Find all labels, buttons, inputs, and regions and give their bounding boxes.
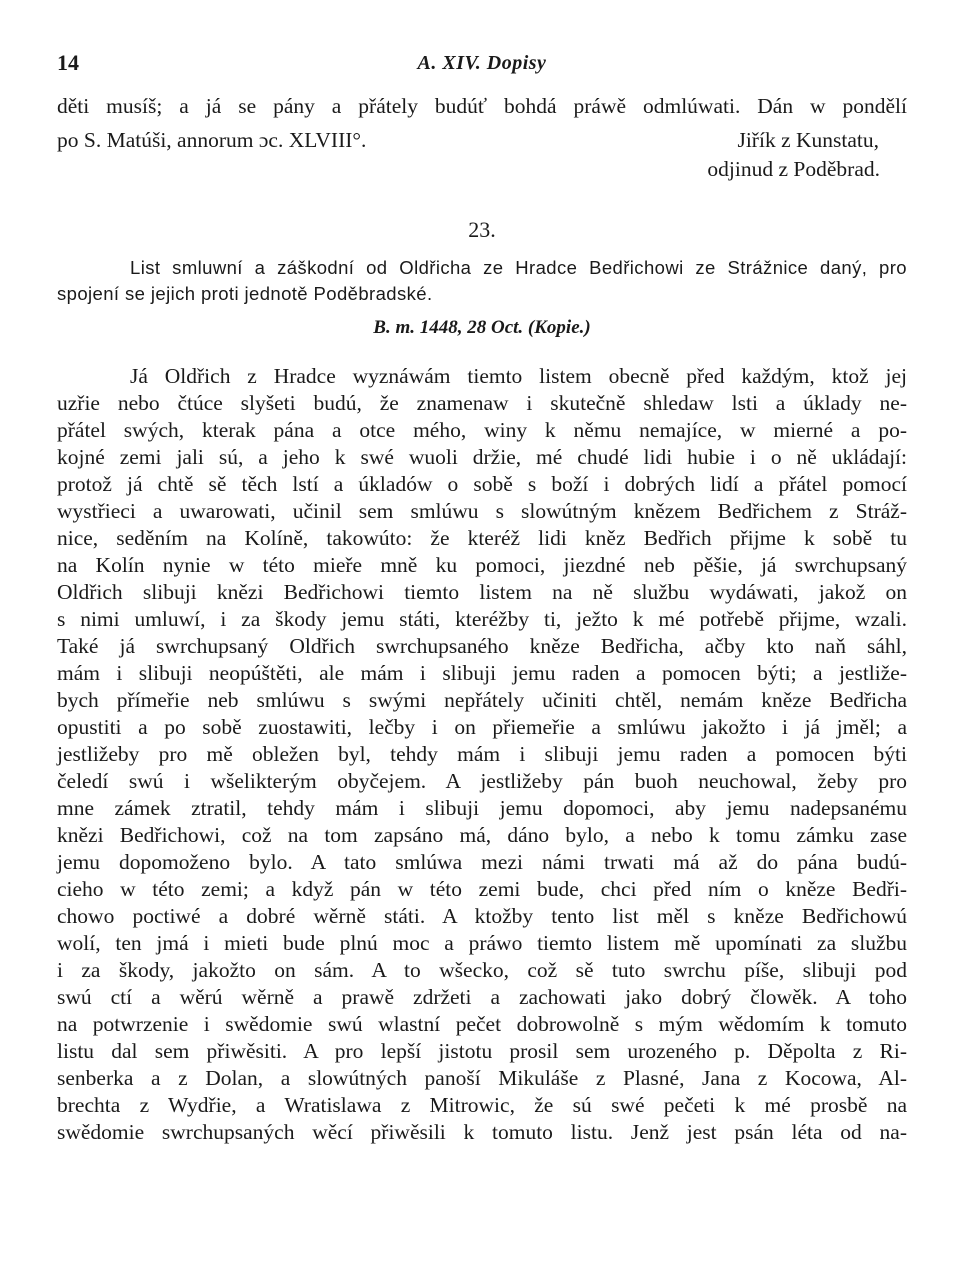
body-line-6: wystřieci a uwarowati, učinil sem smlúwu s slowútným knězem Bedřichem z Stráž-: [57, 499, 907, 523]
signature-line-2: odjinud z Poděbrad.: [707, 157, 880, 181]
body-line-22: wolí, ten jmá i mieti bude plnú moc a práwo tiemto listem mě upomínati za službu: [57, 931, 907, 955]
body-line-8: na Kolín nynie w této mieře mně ku pomoci, jiezdné neb pěšie, já swrchupsaný: [57, 553, 907, 577]
body-line-3: přátel swých, kterak pána a otce mého, winy k němu nemajíce, w mierné a po-: [57, 418, 907, 442]
body-line-7: nice, seděním na Kolíně, takowúto: že kteréž lidi kněz Bedřich přijme k sobě tu: [57, 526, 907, 550]
body-line-25: na potwrzenie i swědomie swú wlastní pečet dobrowolně s mým wědomím k tomuto: [57, 1012, 907, 1036]
body-line-2: uzřie nebo čtúce slyšeti budú, že znamenaw i skutečně shledaw lsti a úklady ne-: [57, 391, 907, 415]
document-number: 23.: [468, 217, 496, 242]
previous-letter-line-2: po S. Matúši, annorum ɔc. XLVIII°.: [57, 128, 367, 152]
body-line-26: listu dal sem přiwěsiti. A pro lepší jistotu prosil sem urozeného p. Děpolta z Ri-: [57, 1039, 907, 1063]
body-line-23: i za škody, jakožto on sám. A to wšecko, což sě tuto swrchu píše, slibuji pod: [57, 958, 907, 982]
summary-line-2: spojení se jejich proti jednotě Poděbradské.: [57, 283, 433, 304]
body-line-28: brechta z Wydřie, a Wratislawa z Mitrowic, že sú swé pečeti k mé prosbě na: [57, 1093, 907, 1117]
dateline: B. m. 1448, 28 Oct. (Kopie.): [373, 317, 591, 338]
body-line-17: mne zámek ztratil, tehdy mám i slibuji jemu dopomoci, aby jemu nadepsanému: [57, 796, 907, 820]
body-line-21: chowo poctiwé a dobré wěrně státi. A ktožby tento list měl s kněze Bedřichowú: [57, 904, 907, 928]
body-line-4: kojné zemi jali sú, a jeho k swé wuoli držie, mé chudé lidi hubie i o ně ukládají:: [57, 445, 907, 469]
previous-letter-line-1: děti musíš; a já se pány a přátely budúť bohdá práwě odmlúwati. Dán w pondělí: [57, 94, 907, 118]
body-line-24: swú ctí a wěrú wěrně a prawě zdržeti a zachowati jako dobrý člowěk. A toho: [57, 985, 907, 1009]
page-number: 14: [57, 50, 79, 75]
body-line-11: Také já swrchupsaný Oldřich swrchupsaného kněze Bedřicha, ačby kto naň sáhl,: [57, 634, 907, 658]
summary-line-1: List smluwní a záškodní od Oldřicha ze Hradce Bedřichowi ze Strážnice daný, pro: [130, 257, 907, 278]
body-line-27: senberka a z Dolan, a slowútných panoší Mikuláše z Plasné, Jana z Kocowa, Al-: [57, 1066, 907, 1090]
running-title: A. XIV. Dopisy: [417, 52, 547, 74]
body-line-12: mám i slibuji neopúštěti, ale mám i slibuji jemu raden a pomocen býti; a jestliže-: [57, 661, 907, 685]
body-line-29: swědomie swrchupsaných wěcí přiwěsili k tomuto listu. Jenž jest psán léta od na-: [57, 1120, 907, 1144]
body-line-16: čeledí swú i wšelikterým obyčejem. A jestližeby pán buoh neuchowal, žeby pro: [57, 769, 907, 793]
body-line-14: opustiti a po sobě zuostawiti, lečby i on přiemeřie a smlúwu jakožto i já jměl; a: [57, 715, 907, 739]
body-line-20: cieho w této zemi; a když pán w této zemi bude, chci před ním o kněze Bedři-: [57, 877, 907, 901]
body-line-9: Oldřich slibuji knězi Bedřichowi tiemto listem na ně službu wydáwati, jakož on: [57, 580, 907, 604]
body-line-15: jestližeby pro mě obležen byl, tehdy mám i slibuji jemu raden a pomocen býti: [57, 742, 907, 766]
body-line-18: knězi Bedřichowi, což na tom zapsáno má, dáno bylo, a nebo k tomu zámku zase: [57, 823, 907, 847]
body-line-19: jemu dopomoženo bylo. A tato smlúwa mezi námi trwati má až do pána budú-: [57, 850, 907, 874]
body-line-5: protož já chtě sě těch lstí a úkladów o sobě s boží i dobrých lidí a přátel pomocí: [57, 472, 907, 496]
body-line-13: bych přímeřie neb smlúwu s swými nepřátely učiniti chtěl, nemám kněze Bedřicha: [57, 688, 907, 712]
signature-line-1: Jiřík z Kunstatu,: [737, 128, 879, 152]
page-header: [57, 50, 907, 80]
body-line-1: Já Oldřich z Hradce wyznáwám tiemto listem obecně před každým, ktož jej: [130, 364, 907, 388]
body-line-10: s nimi umluwí, i za škody jemu státi, kteréžby ti, ježto k mé potřebě přijme, wzali.: [57, 607, 907, 631]
